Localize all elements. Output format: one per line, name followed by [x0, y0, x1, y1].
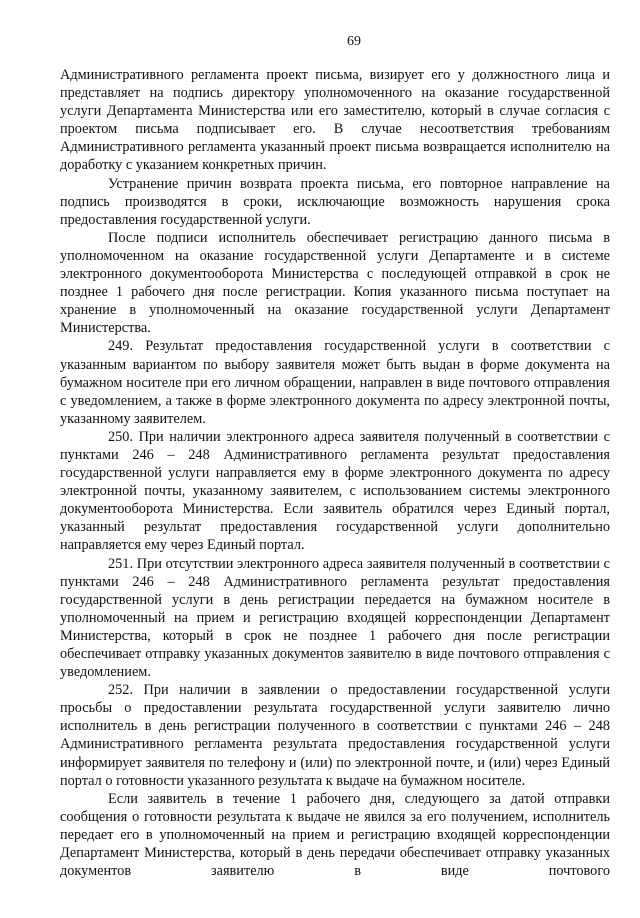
paragraph-letter-correction: Устранение причин возврата проекта письма, его повторное направление на подпись производятся в сроки, исключающие возможность нарушения срока предоставления государственной услуги.	[60, 175, 610, 228]
body-text	[60, 66, 610, 880]
paragraph-letter-registration: После подписи исполнитель обеспечивает регистрацию данного письма в уполномоченном на оказание государственной услуги Департаменте и в системе электронного документооборота Министерства с последующей отправкой в срок не позднее 1 рабочего дня после регистрации. Копия указанного письма поступает на хранение в уполномоченный на оказание государственной услуги Департамент Министерства.	[60, 229, 610, 337]
page-number: 69	[347, 34, 361, 49]
paragraph-continuation: Административного регламента проект письма, визирует его у должностного лица и представляет на подпись директору уполномоченного на оказание государственной услуги Департамента Министерства или его заместителю, который в случае согласия с проектом письма подписывает его. В случае несоответствия требованиям Административного регламента указанный проект письма возвращается исполнителю на доработку с указанием конкретных причин.	[60, 67, 610, 174]
paragraph-252: 252. При наличии в заявлении о предоставлении государственной услуги просьбы о предоставлении результата государственной услуги заявителю лично исполнитель в день регистрации полученного в соответствии с пунктами 246 – 248 Административного регламента результата предоставления государственной услуги информирует заявителя по телефону и (или) по электронной почте, и (или) через Единый портал о готовности указанного результата к выдаче на бумажном носителе.	[60, 682, 610, 789]
paragraph-251: 251. При отсутствии электронного адреса заявителя полученный в соответствии с пунктами 246 – 248 Административного регламента результат предоставления государственной услуги в день регистрации передается на бумажном носителе в уполномоченный на прием и регистрацию входящей корреспонденции Департамент Министерства, который в срок не позднее 1 рабочего дня после регистрации обеспечивает отправку указанных документов заявителю в виде почтового отправления с уведомлением.	[60, 555, 610, 681]
paragraph-250: 250. При наличии электронного адреса заявителя полученный в соответствии с пунктами 246 – 248 Административного регламента результат предоставления государственной услуги направляется ему в форме электронного документа по адресу электронной почты, указанному заявителем, с использованием системы электронного документооборота Министерства. Если заявитель обратился через Единый портал, указанный результат предоставления государственной услуги дополнительно направляется ему через Единый портал.	[60, 428, 610, 554]
paragraph-249: 249. Результат предоставления государственной услуги в соответствии с указанным вариантом по выбору заявителя может быть выдан в форме документа на бумажном носителе при его личном обращении, направлен в виде почтового отправления с уведомлением, а также в форме электронного документа по адресу электронной почты, указанному заявителем.	[60, 338, 610, 427]
paragraph-applicant-no-show: Если заявитель в течение 1 рабочего дня, следующего за датой отправки сообщения о готовности результата к выдаче не явился за его получением, исполнитель передает его в уполномоченный на прием и регистрацию входящей корреспонденции Департамент Министерства, который в день передачи обеспечивает отправку указанных документов заявителю в виде почтового	[60, 790, 610, 880]
